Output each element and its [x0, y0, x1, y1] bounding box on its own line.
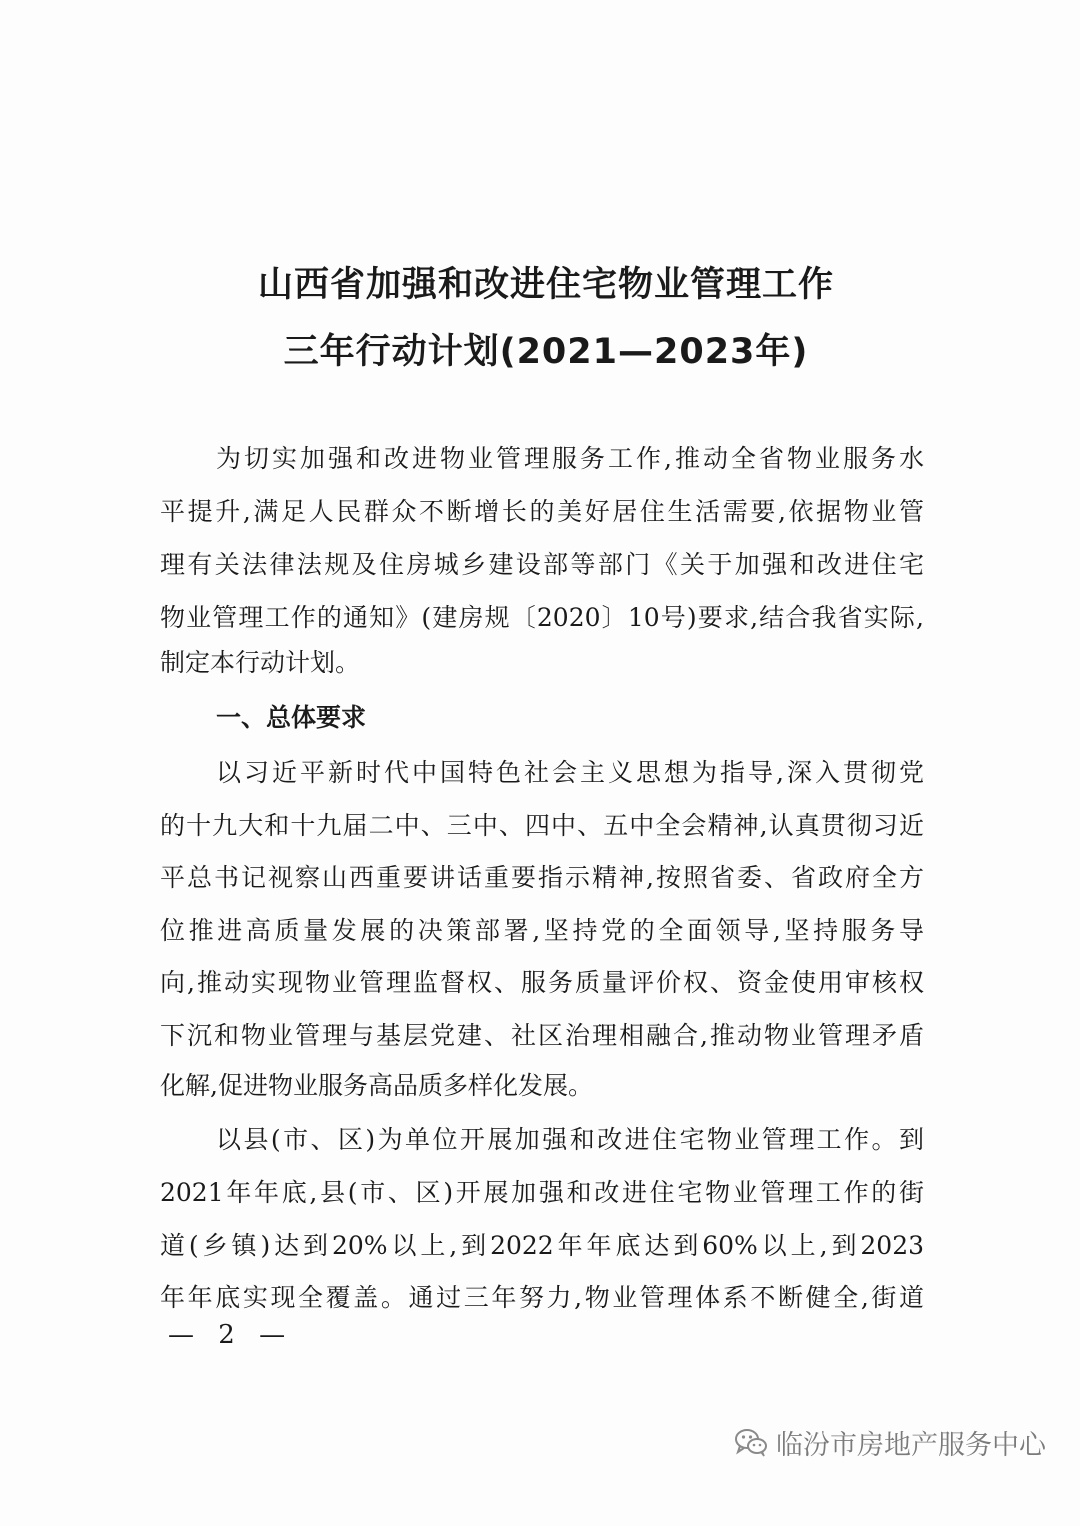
paragraph-1-line: 为切实加强和改进物业管理服务工作,推动全省物业服务水	[216, 444, 924, 473]
page-number: — 2 —	[168, 1320, 294, 1350]
paragraph-3-line: 2021年年底,县(市、区)开展加强和改进住宅物业管理工作的街	[160, 1178, 924, 1207]
paragraph-2-line: 向,推动实现物业管理监督权、服务质量评价权、资金使用审核权	[160, 968, 924, 997]
wechat-icon	[734, 1427, 768, 1457]
document-title-line-2: 三年行动计划(2021—2023年)	[283, 332, 809, 372]
document-title-line-1: 山西省加强和改进住宅物业管理工作	[257, 265, 834, 305]
paragraph-2-line: 平总书记视察山西重要讲话重要指示精神,按照省委、省政府全方	[160, 863, 924, 892]
paragraph-2-line: 化解,促进物业服务高品质多样化发展。	[160, 1071, 593, 1100]
paragraph-2-line: 的十九大和十九届二中、三中、四中、五中全会精神,认真贯彻习近	[160, 811, 924, 840]
paragraph-2-line: 以习近平新时代中国特色社会主义思想为指导,深入贯彻党	[216, 758, 924, 787]
paragraph-2-line: 位推进高质量发展的决策部署,坚持党的全面领导,坚持服务导	[160, 916, 924, 945]
paragraph-1-line: 制定本行动计划。	[160, 648, 361, 677]
paragraph-1-line: 物业管理工作的通知》(建房规〔2020〕10号)要求,结合我省实际,	[160, 603, 924, 632]
paragraph-3-line: 年年底实现全覆盖。通过三年努力,物业管理体系不断健全,街道	[160, 1283, 924, 1312]
section-heading: 一、总体要求	[216, 703, 367, 732]
paragraph-2-line: 下沉和物业管理与基层党建、社区治理相融合,推动物业管理矛盾	[160, 1021, 924, 1050]
watermark-text: 临汾市房地产服务中心	[776, 1429, 1046, 1461]
paragraph-1-line: 理有关法律法规及住房城乡建设部等部门《关于加强和改进住宅	[160, 550, 924, 579]
watermark	[734, 1422, 1046, 1462]
paragraph-1-line: 平提升,满足人民群众不断增长的美好居住生活需要,依据物业管	[160, 497, 924, 526]
paragraph-3-line: 道(乡镇)达到20%以上,到2022年年底达到60%以上,到2023	[160, 1231, 924, 1260]
paragraph-3-line: 以县(市、区)为单位开展加强和改进住宅物业管理工作。到	[216, 1125, 924, 1154]
